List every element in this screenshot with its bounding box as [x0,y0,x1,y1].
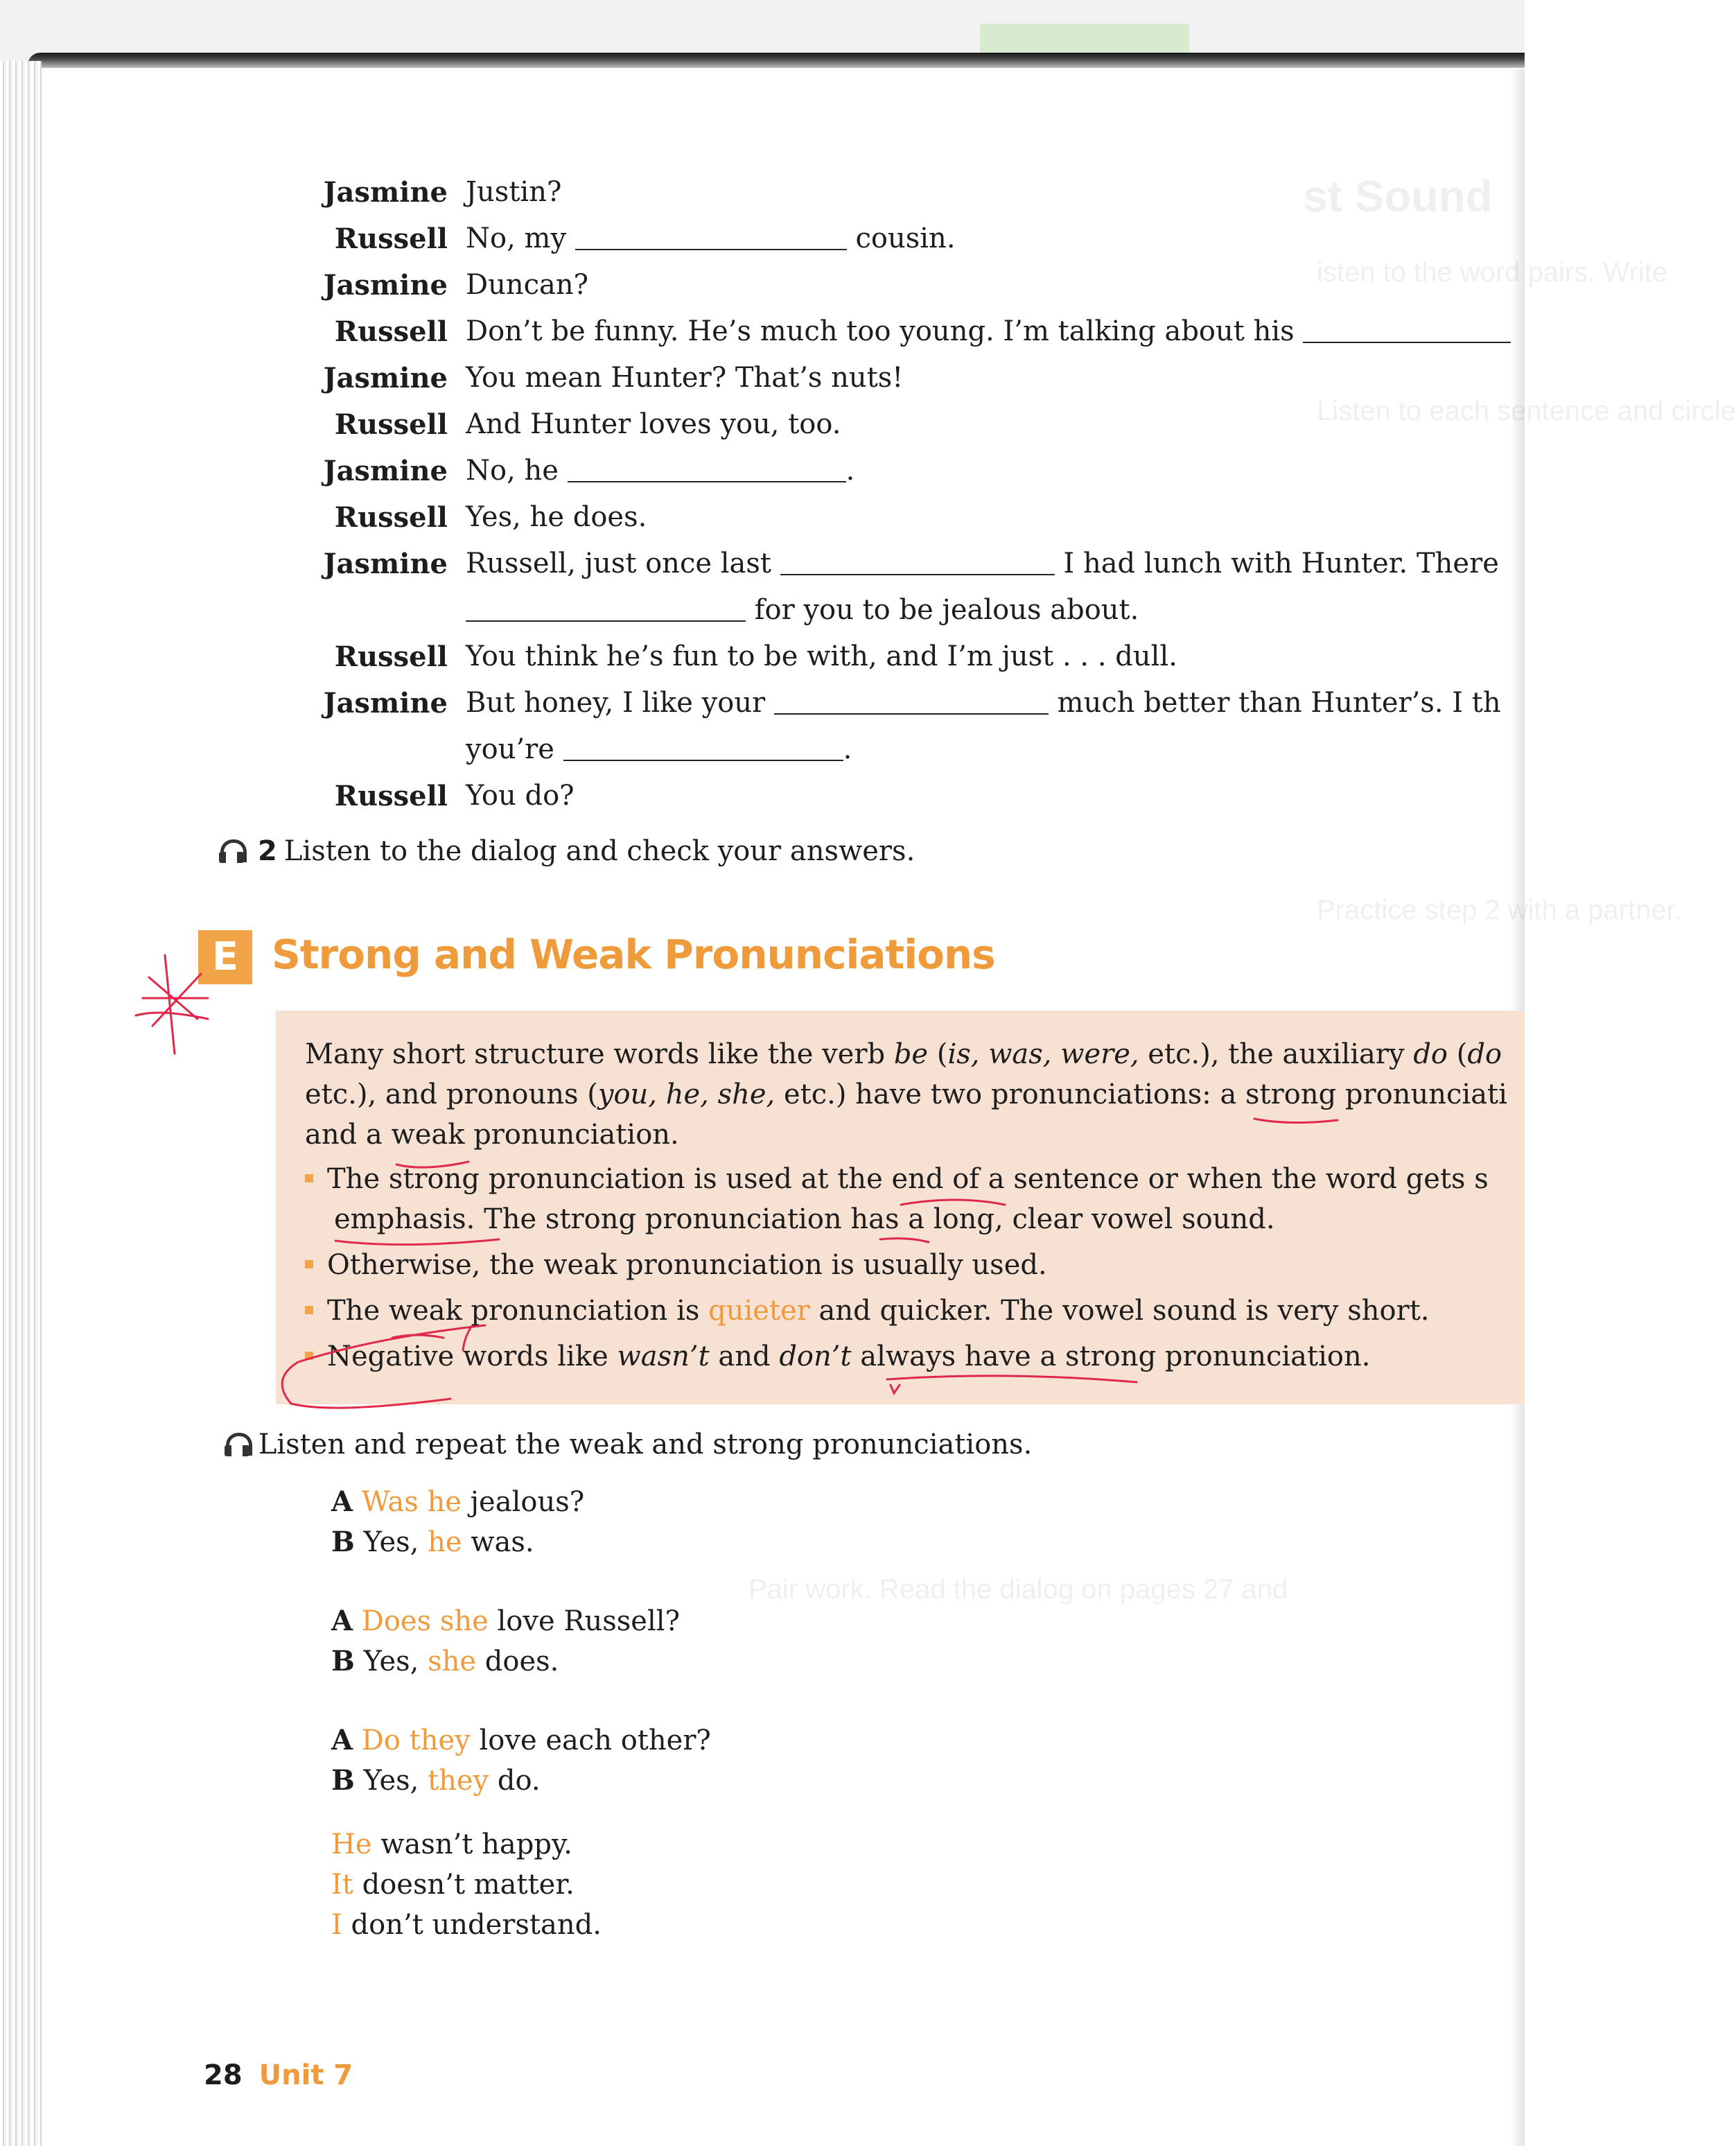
dialog-text: Justin? [466,176,562,208]
dialog-line [305,308,1525,355]
answer-blank[interactable] [575,221,847,250]
example-line: A Was he jealous? [331,1485,585,1518]
dialog-line-continuation [305,726,1525,773]
bleed-through-text: Pair work. Read the dialog on pages 27 and [748,1574,1288,1605]
bullet-icon [305,1306,313,1314]
dialog-text: You mean Hunter? That’s nuts! [466,362,904,394]
pronunciation-info-box [276,1011,1525,1404]
dialog-line [305,680,1525,726]
scan-background [0,0,1525,61]
info-intro-line: etc.), and pronouns (you, he, she, etc.) have two pronunciations: a strong pronunciati [305,1079,1507,1110]
dialog-text: Yes, he does. [466,501,647,533]
dialog-line [305,494,1525,541]
unit-label: Unit 7 [258,2059,353,2091]
section-letter-badge: E [198,930,252,984]
speaker-name: Russell [334,780,448,812]
speaker-name: Russell [334,223,448,255]
speaker-name: Jasmine [323,176,448,209]
dialog-text: . [845,455,855,487]
answer-blank[interactable] [466,593,746,622]
page-stack-edges [0,61,42,2146]
speaker-name: Jasmine [323,362,448,394]
dialog-text: you’re [466,733,563,765]
bleed-through-text: st Sound [1303,171,1493,221]
dialog-text: And Hunter loves you, too. [466,408,841,440]
instruction-text: Listen and repeat the weak and strong pronunciations. [258,1429,1033,1460]
example-line: I don’t understand. [331,1909,602,1941]
dialog-line [305,216,1525,262]
dialog-text: You do? [466,780,575,812]
answer-blank[interactable] [780,546,1055,575]
speaker-name: Russell [334,408,448,441]
dialog-text: for you to be jealous about. [754,594,1139,626]
dialog [305,169,1525,819]
headphones-icon[interactable] [225,1430,249,1458]
example-line: B Yes, he was. [331,1526,534,1558]
listen-repeat-instruction [225,1425,1032,1464]
speaker-name: Russell [334,501,448,534]
dialog-text: But honey, I like your [466,687,774,719]
answer-blank[interactable] [568,453,846,482]
answer-blank[interactable] [774,686,1049,715]
answer-blank[interactable] [1303,314,1511,343]
example-line: A Do they love each other? [331,1724,711,1756]
dialog-line [305,169,1525,216]
section-title: Strong and Weak Pronunciations [272,931,995,978]
speaker-name: Jasmine [323,687,448,719]
dialog-line [305,541,1525,587]
dialog-text: Duncan? [466,269,589,301]
dialog-text: cousin. [855,223,956,254]
page-number: 28 [204,2059,243,2091]
dialog-line [305,634,1525,680]
speaker-name: Jasmine [323,269,448,302]
step-text: Listen to the dialog and check your answers. [283,835,915,867]
info-bullet: Otherwise, the weak pronunciation is usually used. [305,1245,1047,1285]
speaker-name: Russell [334,315,448,348]
info-bullet-continuation: emphasis. The strong pronunciation has a long, clear vowel sound. [334,1203,1275,1235]
speaker-name: Jasmine [323,548,448,580]
example-line: B Yes, she does. [331,1645,559,1677]
dialog-line [305,448,1525,494]
dialog-line [305,401,1525,448]
example-line: B Yes, they do. [331,1764,541,1797]
bullet-icon [305,1352,313,1360]
speaker-name: Jasmine [323,455,448,487]
dialog-line [305,355,1525,401]
bleed-through-text: Practice step 2 with a partner. [1317,895,1682,925]
dialog-text: No, he [466,455,568,487]
bullet-icon [305,1174,313,1183]
step-2-instruction [219,832,915,871]
dialog-line [305,773,1525,819]
dialog-text: No, my [466,223,575,254]
example-line: It doesn’t matter. [331,1869,575,1901]
info-bullet: Negative words like wasn’t and don’t always have a strong pronunciation. [305,1336,1370,1377]
dialog-text: Russell, just once last [466,548,780,579]
dialog-text: You think he’s fun to be with, and I’m just . . . dull. [466,640,1177,672]
bullet-icon [305,1260,313,1268]
dialog-text: much better than Hunter’s. I th [1057,687,1501,719]
dialog-line-continuation [305,587,1525,634]
dialog-text: . [843,733,852,765]
pen-star-mark [136,955,208,1054]
bleed-through-text: Listen to each sentence and circle [1317,396,1736,426]
step-number: 2 [258,835,277,867]
info-bullet: The strong pronunciation is used at the end of a sentence or when the word gets s [305,1159,1489,1199]
dialog-text: I had lunch with Hunter. There [1063,548,1499,579]
info-intro-line: and a weak pronunciation. [305,1119,679,1151]
answer-blank[interactable] [563,732,843,761]
info-intro-line: Many short structure words like the verb be (is, was, were, etc.), the auxiliary do (do [305,1038,1502,1070]
info-bullet: The weak pronunciation is quieter and quicker. The vowel sound is very short. [305,1291,1430,1331]
dialog-line [305,262,1525,308]
example-line: A Does she love Russell? [331,1605,681,1637]
example-line: He wasn’t happy. [331,1829,572,1860]
speaker-name: Russell [334,640,448,673]
dialog-text: Don’t be funny. He’s much too young. I’m talking about his [466,315,1304,347]
page-footer [204,2056,353,2095]
bleed-through-text: isten to the word pairs. Write [1317,257,1668,288]
headphones-icon[interactable] [219,837,244,864]
page-top-edge [28,53,1525,68]
